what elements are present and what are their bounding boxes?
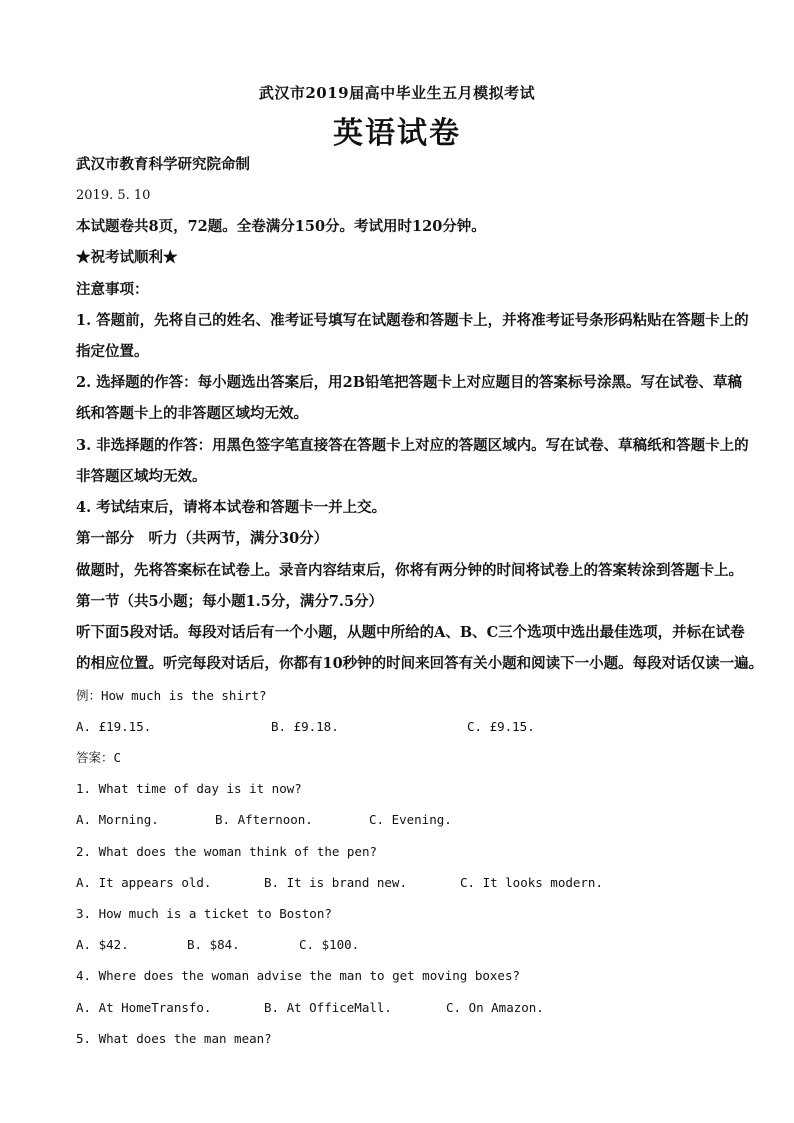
question-2-option-b: B. It is brand new.	[264, 875, 407, 890]
example-option-a: A. £19.15.	[76, 719, 152, 734]
question-3-option-c: C. $100.	[299, 937, 360, 952]
section1-heading: 第一节（共5小题；每小题1.5分，满分7.5分）	[76, 593, 384, 610]
question-4-option-b: B. At OfficeMall.	[264, 1000, 392, 1015]
institution-line: 武汉市教育科学研究院命制	[76, 156, 250, 173]
example-option-c: C. £9.15.	[467, 719, 535, 734]
question-1-option-b: B. Afternoon.	[215, 812, 313, 827]
question-4: 4. Where does the woman advise the man to get moving boxes?	[76, 968, 521, 983]
question-1: 1. What time of day is it now?	[76, 781, 302, 796]
question-3-option-a: A. $42.	[76, 937, 129, 952]
wish-line: ★祝考试顺利★	[76, 249, 178, 266]
question-5: 5. What does the man mean?	[76, 1031, 272, 1046]
question-1-option-c: C. Evening.	[369, 812, 452, 827]
question-2: 2. What does the woman think of the pen?	[76, 844, 378, 859]
notes-heading: 注意事项：	[76, 281, 149, 298]
date-line: 2019. 5. 10	[76, 188, 151, 203]
example-question: 例：How much is the shirt?	[76, 688, 267, 703]
section1-instructions-b: 的相应位置。听完每段对话后，你都有10秒钟的时间来回答有关小题和阅读下一小题。每段对话仅读一遍。	[76, 655, 764, 672]
exam-info-line: 本试题卷共8页，72题。全卷满分150分。考试用时120分钟。	[76, 218, 486, 235]
note-2-line-b: 纸和答题卡上的非答题区域均无效。	[76, 405, 308, 422]
question-3: 3. How much is a ticket to Boston?	[76, 906, 332, 921]
example-option-b: B. £9.18.	[271, 719, 339, 734]
question-2-option-a: A. It appears old.	[76, 875, 212, 890]
note-2-line-a: 2. 选择题的作答：每小题选出答案后，用2B铅笔把答题卡上对应题目的答案标号涂黑。写在试卷、草稿	[76, 374, 743, 391]
part1-intro: 做题时，先将答案标在试卷上。录音内容结束后，你将有两分钟的时间将试卷上的答案转涂到答题卡上。	[76, 562, 743, 579]
question-3-option-b: B. $84.	[187, 937, 240, 952]
question-4-option-a: A. At HomeTransfo.	[76, 1000, 212, 1015]
question-4-option-c: C. On Amazon.	[446, 1000, 544, 1015]
question-2-option-c: C. It looks modern.	[460, 875, 603, 890]
exam-title: 英语试卷	[333, 116, 461, 151]
note-3-line-a: 3. 非选择题的作答：用黑色签字笔直接答在答题卡上对应的答题区域内。写在试卷、草稿纸和答题卡上的	[76, 437, 749, 454]
part1-heading: 第一部分 听力（共两节，满分30分）	[76, 530, 329, 547]
note-4-line: 4. 考试结束后，请将本试卷和答题卡一并上交。	[76, 499, 387, 516]
note-1-line-b: 指定位置。	[76, 343, 149, 360]
note-1-line-a: 1. 答题前，先将自己的姓名、准考证号填写在试题卷和答题卡上，并将准考证号条形码粘贴在答题卡上的	[76, 312, 749, 329]
section1-instructions-a: 听下面5段对话。每段对话后有一个小题，从题中所给的A、B、C三个选项中选出最佳选项，并标在试卷	[76, 624, 745, 641]
question-1-option-a: A. Morning.	[76, 812, 159, 827]
example-answer: 答案：C	[76, 750, 122, 765]
note-3-line-b: 非答题区域均无效。	[76, 468, 207, 485]
exam-subtitle: 武汉市2019届高中毕业生五月模拟考试	[258, 84, 536, 102]
